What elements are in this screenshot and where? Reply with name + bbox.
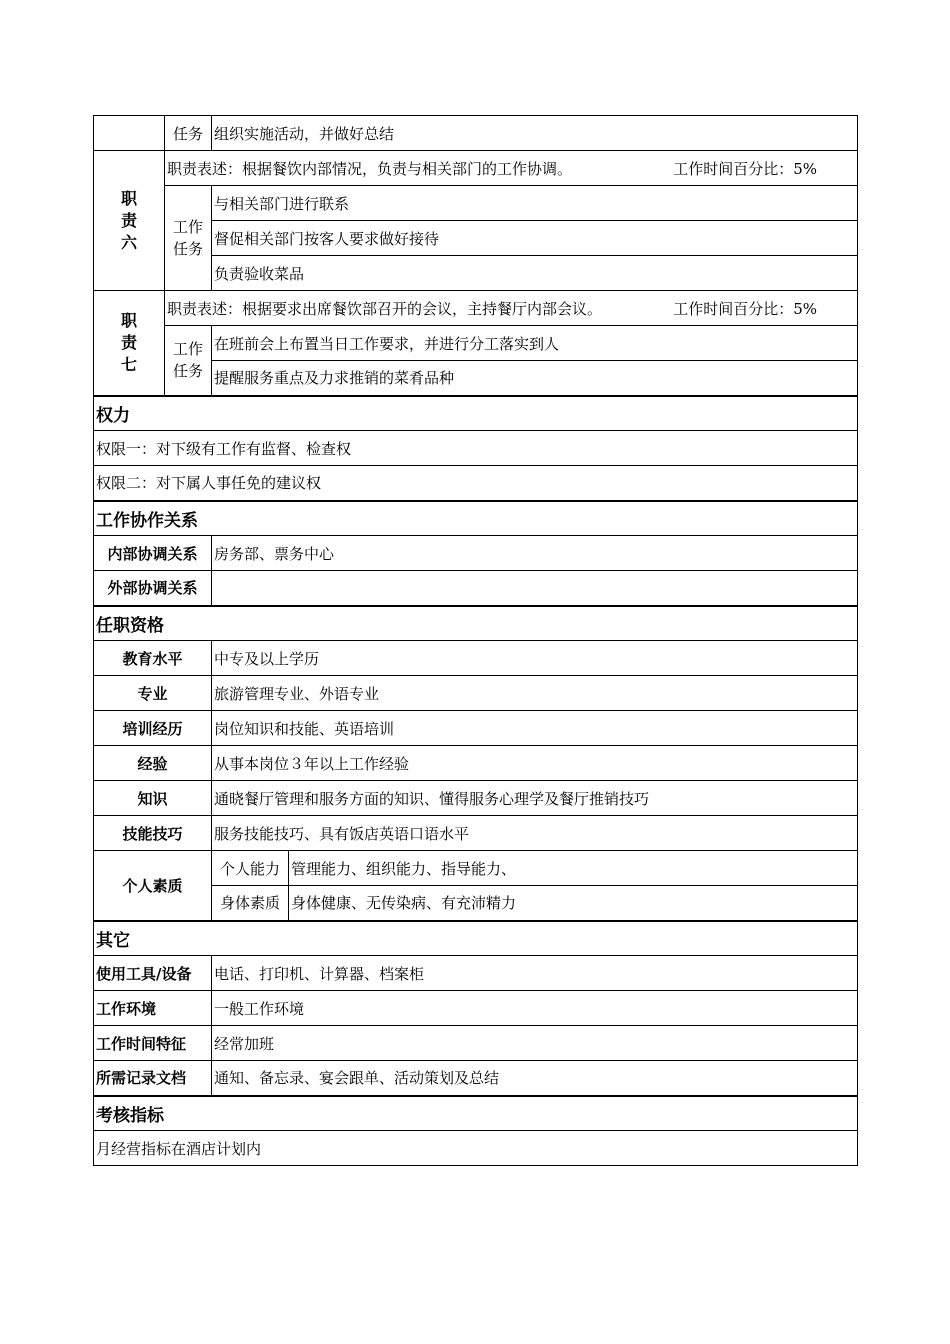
qualification-row [94, 816, 858, 851]
records-value: 通知、备忘录、宴会跟单、活动策划及总结 [212, 1061, 858, 1096]
authority-title: 权力 [94, 396, 858, 431]
duty7-task-2: 提醒服务重点及力求推销的菜肴品种 [212, 361, 858, 396]
duty7-task-1: 在班前会上布置当日工作要求，并进行分工落实到人 [212, 326, 858, 361]
task-label: 任务 [165, 116, 212, 151]
other-title: 其它 [94, 921, 858, 956]
cooperation-header-row [94, 501, 858, 536]
authority-row [94, 466, 858, 501]
knowledge-value: 通晓餐厅管理和服务方面的知识、懂得服务心理学及餐厅推销技巧 [212, 781, 858, 816]
major-label: 专业 [94, 676, 212, 711]
duty6-desc-row [94, 151, 858, 186]
duty7-task-label: 工作 任务 [165, 326, 212, 396]
duty6-label: 职 责 六 [94, 151, 165, 291]
duty6-task-row [94, 186, 858, 221]
internal-coordination-value: 房务部、票务中心 [212, 536, 858, 571]
internal-coordination-label: 内部协调关系 [94, 536, 212, 571]
qualification-row [94, 746, 858, 781]
personal-quality-label: 个人素质 [94, 851, 212, 921]
knowledge-label: 知识 [94, 781, 212, 816]
duty7-time-percentage: 工作时间百分比：5% [673, 299, 818, 318]
environment-label: 工作环境 [94, 991, 212, 1026]
tools-label: 使用工具/设备 [94, 956, 212, 991]
assessment-title: 考核指标 [94, 1096, 858, 1131]
education-value: 中专及以上学历 [212, 641, 858, 676]
duty6-task-2: 督促相关部门按客人要求做好接待 [212, 221, 858, 256]
external-coordination-label: 外部协调关系 [94, 571, 212, 606]
experience-value: 从事本岗位３年以上工作经验 [212, 746, 858, 781]
assessment-header-row [94, 1096, 858, 1131]
duty6-time-percentage: 工作时间百分比：5% [673, 159, 818, 178]
training-value: 岗位知识和技能、英语培训 [212, 711, 858, 746]
physical-quality-label: 身体素质 [212, 886, 289, 921]
skills-value: 服务技能技巧、具有饭店英语口语水平 [212, 816, 858, 851]
qualification-row [94, 676, 858, 711]
personal-quality-row [94, 851, 858, 886]
duty7-description: 职责表述：根据要求出席餐饮部召开的会议，主持餐厅内部会议。 工作时间百分比：5% [165, 291, 858, 326]
qualification-row [94, 711, 858, 746]
experience-label: 经验 [94, 746, 212, 781]
environment-value: 一般工作环境 [212, 991, 858, 1026]
other-header-row [94, 921, 858, 956]
other-row [94, 1026, 858, 1061]
task-text: 组织实施活动，并做好总结 [212, 116, 858, 151]
qualification-row [94, 781, 858, 816]
qualification-row [94, 641, 858, 676]
physical-quality-value: 身体健康、无传染病、有充沛精力 [289, 886, 858, 921]
duty7-desc-row [94, 291, 858, 326]
skills-label: 技能技巧 [94, 816, 212, 851]
personal-ability-value: 管理能力、组织能力、指导能力、 [289, 851, 858, 886]
qualification-header-row [94, 606, 858, 641]
duty7-task-row [94, 326, 858, 361]
assessment-row [94, 1131, 858, 1166]
duty6-task-label: 工作 任务 [165, 186, 212, 291]
duty6-task-1: 与相关部门进行联系 [212, 186, 858, 221]
authority-item-1: 权限一：对下级有工作有监督、检查权 [94, 431, 858, 466]
prev-duty-task-row [94, 116, 858, 151]
tools-value: 电话、打印机、计算器、档案柜 [212, 956, 858, 991]
personal-ability-label: 个人能力 [212, 851, 289, 886]
other-row [94, 991, 858, 1026]
other-row [94, 1061, 858, 1096]
work-time-value: 经常加班 [212, 1026, 858, 1061]
assessment-text: 月经营指标在酒店计划内 [94, 1131, 858, 1166]
blank-cell [94, 116, 165, 151]
external-coordination-value [212, 571, 858, 606]
duty6-task-3: 负责验收菜品 [212, 256, 858, 291]
training-label: 培训经历 [94, 711, 212, 746]
authority-header-row [94, 396, 858, 431]
education-label: 教育水平 [94, 641, 212, 676]
duty7-label: 职 责 七 [94, 291, 165, 396]
cooperation-row [94, 536, 858, 571]
cooperation-title: 工作协作关系 [94, 501, 858, 536]
work-time-label: 工作时间特征 [94, 1026, 212, 1061]
authority-row [94, 431, 858, 466]
authority-item-2: 权限二：对下属人事任免的建议权 [94, 466, 858, 501]
cooperation-row [94, 571, 858, 606]
job-description-table [93, 115, 858, 1166]
major-value: 旅游管理专业、外语专业 [212, 676, 858, 711]
records-label: 所需记录文档 [94, 1061, 212, 1096]
duty6-description: 职责表述：根据餐饮内部情况，负责与相关部门的工作协调。 工作时间百分比：5% [165, 151, 858, 186]
other-row [94, 956, 858, 991]
qualification-title: 任职资格 [94, 606, 858, 641]
